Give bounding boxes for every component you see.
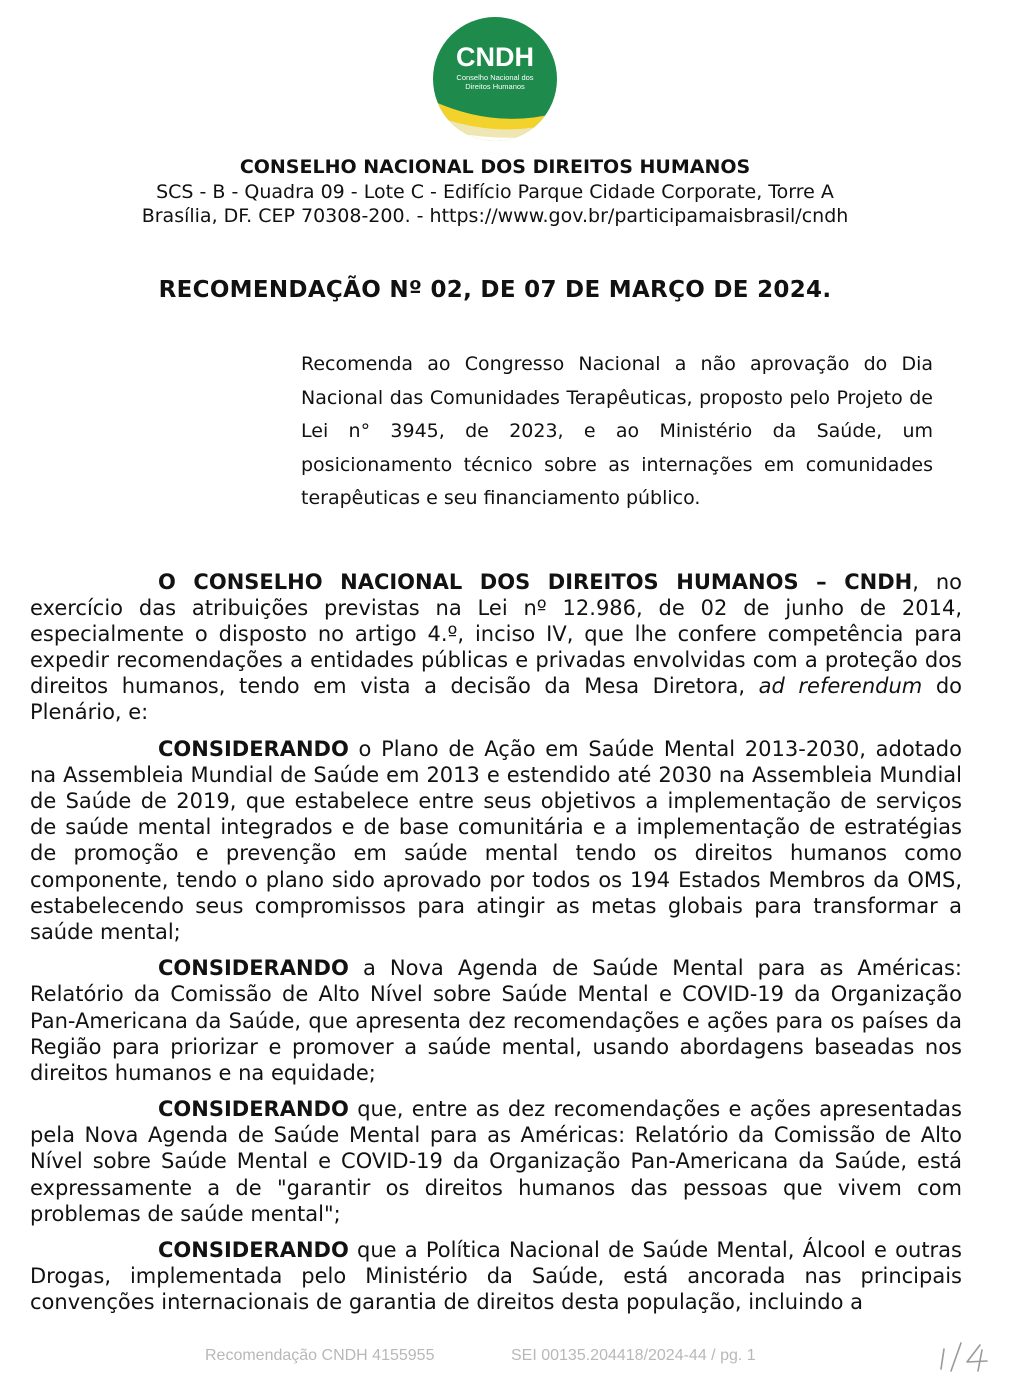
document-title: RECOMENDAÇÃO Nº 02, DE 07 DE MARÇO DE 2024.	[158, 277, 832, 303]
considerando-lead: CONSIDERANDO	[158, 1238, 349, 1263]
handwritten-page-number	[935, 1338, 995, 1374]
considerando-lead: CONSIDERANDO	[158, 737, 349, 762]
preamble-paragraph	[30, 569, 962, 726]
considerando-paragraph	[30, 955, 962, 1085]
document-body	[30, 569, 962, 1326]
considerando-paragraph	[30, 1096, 962, 1226]
org-name: CONSELHO NACIONAL DOS DIREITOS HUMANOS	[239, 156, 751, 178]
preamble-lead: O CONSELHO NACIONAL DOS DIREITOS HUMANOS – CNDH	[158, 570, 913, 594]
logo-tagline-line1: Conselho Nacional dos	[456, 73, 534, 82]
considerando-text: a Nova Agenda de Saúde Mental para as Américas: Relatório da Comissão de Alto Nível sobre Saúde Mental e COVID-19 da Organização Pan-Americana da Saúde, que apresenta dez recomendações e ações para os países da Região para priorizar e promover a saúde mental, usando abordagens baseadas nos direitos humanos e na equidade;	[30, 956, 962, 1085]
preamble-text-a: , no exercício das atribuições previstas na Lei nº 12.986, de 02 de junho de 2014, especialmente o disposto no artigo 4.º, inciso IV, que lhe confere competência para expedir recomendações a entidades públicas e privadas envolvidas com a proteção dos direitos humanos, tendo em vista a decisão da Mesa Diretora,	[30, 570, 962, 699]
preamble-text-b: do Plenário, e:	[30, 674, 963, 725]
considerando-paragraph	[30, 1237, 962, 1315]
considerando-text: que, entre as dez recomendações e ações apresentadas pela Nova Agenda de Saúde Mental para as Américas: Relatório da Comissão de Alto Nível sobre Saúde Mental e COVID-19 da Organização Pan-Americana da Saúde, está expressamente a de "garantir os direitos humanos das pessoas que vivem com problemas de saúde mental";	[30, 1097, 962, 1226]
considerando-paragraph	[30, 736, 962, 945]
logo-tagline-line2: Direitos Humanos	[465, 82, 525, 91]
considerando-lead: CONSIDERANDO	[158, 1097, 349, 1122]
address-line-2: Brasília, DF. CEP 70308-200. - https://www.gov.br/participamaisbrasil/cndh	[141, 205, 849, 227]
preamble-emphasis: ad referendum	[758, 674, 923, 699]
cndh-logo	[433, 17, 557, 141]
address-line-1: SCS - B - Quadra 09 - Lote C - Edifício Parque Cidade Corporate, Torre A	[156, 181, 834, 203]
considerando-lead: CONSIDERANDO	[158, 956, 349, 981]
logo-acronym: CNDH	[456, 42, 534, 72]
footer-document-id: Recomendação CNDH 4155955	[205, 1347, 435, 1364]
ementa: Recomenda ao Congresso Nacional a não aprovação do Dia Nacional das Comunidades Terapêuticas, proposto pelo Projeto de Lei n° 3945, de 2023, e ao Ministério da Saúde, um posicionamento técnico sobre as internações em comunidades terapêuticas e seu financiamento público.	[301, 353, 933, 510]
footer-sei-page: SEI 00135.204418/2024-44 / pg. 1	[511, 1347, 756, 1364]
considerando-text: que a Política Nacional de Saúde Mental, Álcool e outras Drogas, implementada pelo Ministério da Saúde, está ancorada nas principais convenções internacionais de garantia de direitos desta população, incluindo a	[30, 1238, 962, 1315]
considerando-text: o Plano de Ação em Saúde Mental 2013-2030, adotado na Assembleia Mundial de Saúde em 2013 e estendido até 2030 na Assembleia Mundial de Saúde de 2019, que estabelece entre seus objetivos a implementação de serviços de saúde mental integrados e de base comunitária e a implementação de estratégias de promoção e prevenção em saúde mental tendo os direitos humanos como componente, tendo o plano sido aprovado por todos os 194 Estados Membros da OMS, estabelecendo seus compromissos para atingir as metas globais para transformar a saúde mental;	[30, 737, 962, 944]
